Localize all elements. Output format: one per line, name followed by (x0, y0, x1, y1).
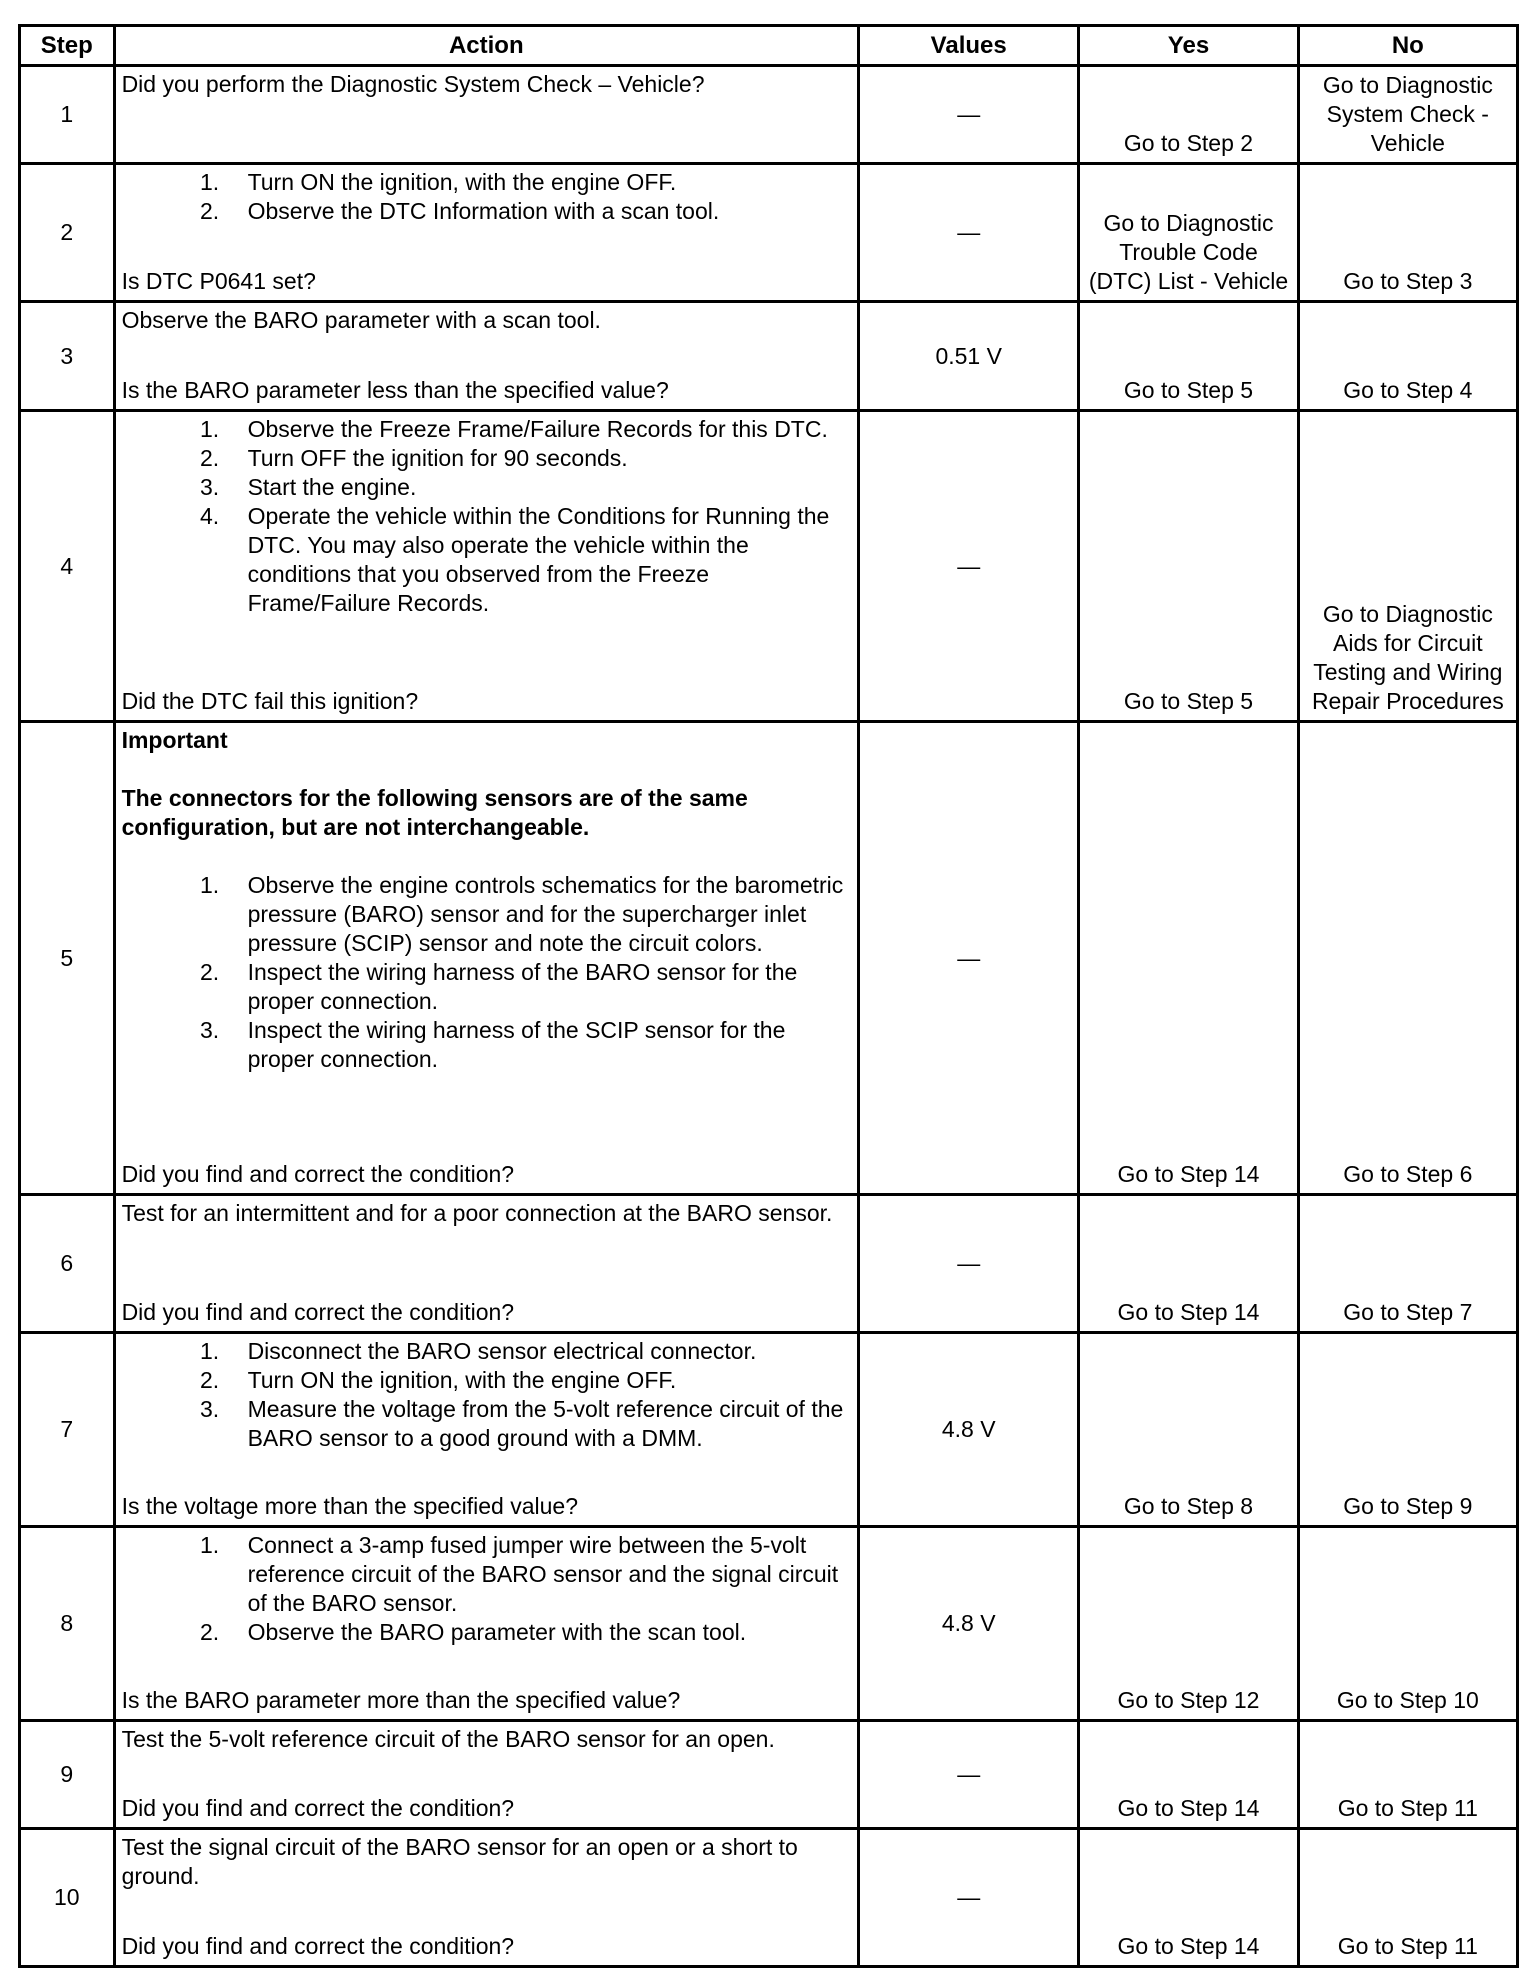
action-question: Is the BARO parameter less than the specified value? (121, 377, 669, 403)
table-row (20, 722, 1518, 1195)
header-values: Values (859, 26, 1079, 66)
list-item: 2. Turn ON the ignition, with the engine OFF. (226, 1366, 851, 1395)
action-cell (114, 722, 858, 1195)
list-item: 1. Connect a 3-amp fused jumper wire between the 5-volt reference circuit of the BARO sensor and the signal circuit of the BARO sensor. (226, 1531, 851, 1618)
no-cell: Go to Diagnostic System Check - Vehicle (1298, 66, 1517, 164)
value-cell: 4.8 V (859, 1527, 1079, 1721)
step-number: 5 (20, 722, 115, 1195)
yes-cell: Go to Step 14 (1079, 1829, 1298, 1967)
action-text: Test the signal circuit of the BARO sensor for an open or a short to ground. (121, 1834, 798, 1889)
value-cell: — (859, 164, 1079, 302)
list-item: 3. Start the engine. (226, 473, 851, 502)
step-number: 4 (20, 411, 115, 722)
diagnostic-table-container (18, 24, 1519, 1968)
no-cell: Go to Step 4 (1298, 302, 1517, 411)
action-text: Observe the BARO parameter with a scan tool. (121, 307, 601, 333)
value-cell: 0.51 V (859, 302, 1079, 411)
action-cell (114, 66, 858, 164)
table-row (20, 1721, 1518, 1829)
step-number: 8 (20, 1527, 115, 1721)
action-text: Did you perform the Diagnostic System Check – Vehicle? (121, 71, 705, 97)
list-item: 2. Observe the DTC Information with a scan tool. (226, 197, 851, 226)
list-item: 1. Disconnect the BARO sensor electrical connector. (226, 1337, 851, 1366)
value-cell: — (859, 66, 1079, 164)
action-list (122, 871, 851, 1074)
no-cell: Go to Diagnostic Aids for Circuit Testing and Wiring Repair Procedures (1298, 411, 1517, 722)
step-number: 7 (20, 1333, 115, 1527)
value-cell: — (859, 1829, 1079, 1967)
action-question: Is DTC P0641 set? (121, 268, 316, 294)
action-question: Did you find and correct the condition? (121, 1299, 515, 1325)
action-cell (114, 1721, 858, 1829)
list-item: 3. Inspect the wiring harness of the SCIP sensor for the proper connection. (226, 1016, 851, 1074)
no-cell: Go to Step 9 (1298, 1333, 1517, 1527)
value-cell: — (859, 722, 1079, 1195)
action-cell (114, 1333, 858, 1527)
action-question: Did you find and correct the condition? (121, 1795, 515, 1821)
list-item: 1. Observe the Freeze Frame/Failure Records for this DTC. (226, 415, 851, 444)
no-cell: Go to Step 11 (1298, 1721, 1517, 1829)
no-cell: Go to Step 3 (1298, 164, 1517, 302)
action-cell (114, 1195, 858, 1333)
yes-cell: Go to Step 5 (1079, 302, 1298, 411)
no-cell: Go to Step 6 (1298, 722, 1517, 1195)
no-cell: Go to Step 10 (1298, 1527, 1517, 1721)
action-cell (114, 164, 858, 302)
list-item: 3. Measure the voltage from the 5-volt reference circuit of the BARO sensor to a good ground with a DMM. (226, 1395, 851, 1453)
list-item: 2. Turn OFF the ignition for 90 seconds. (226, 444, 851, 473)
list-item: 1. Observe the engine controls schematics for the barometric pressure (BARO) sensor and for the supercharger inlet pressure (SCIP) sensor and note the circuit colors. (226, 871, 851, 958)
important-note: The connectors for the following sensors are of the same configuration, but are not interchangeable. (121, 785, 748, 840)
yes-cell: Go to Diagnostic Trouble Code (DTC) List - Vehicle (1079, 164, 1298, 302)
action-question: Did you find and correct the condition? (121, 1933, 515, 1959)
step-number: 6 (20, 1195, 115, 1333)
table-row (20, 164, 1518, 302)
yes-cell: Go to Step 14 (1079, 1721, 1298, 1829)
no-cell: Go to Step 11 (1298, 1829, 1517, 1967)
action-list (122, 168, 851, 226)
list-item: 2. Inspect the wiring harness of the BARO sensor for the proper connection. (226, 958, 851, 1016)
value-cell: — (859, 1195, 1079, 1333)
action-list (122, 1531, 851, 1647)
header-step: Step (20, 26, 115, 66)
table-row (20, 1527, 1518, 1721)
yes-cell: Go to Step 14 (1079, 1195, 1298, 1333)
yes-cell: Go to Step 14 (1079, 722, 1298, 1195)
step-number: 2 (20, 164, 115, 302)
step-number: 10 (20, 1829, 115, 1967)
action-list (122, 1337, 851, 1453)
step-number: 9 (20, 1721, 115, 1829)
step-number: 1 (20, 66, 115, 164)
header-row (20, 26, 1518, 66)
header-no: No (1298, 26, 1517, 66)
value-cell: — (859, 1721, 1079, 1829)
important-label: Important (121, 727, 228, 753)
table-row (20, 411, 1518, 722)
action-question: Is the voltage more than the specified value? (121, 1493, 579, 1519)
value-cell: — (859, 411, 1079, 722)
yes-cell: Go to Step 2 (1079, 66, 1298, 164)
action-cell (114, 302, 858, 411)
table-row (20, 1829, 1518, 1967)
table-row (20, 66, 1518, 164)
action-text: Test for an intermittent and for a poor connection at the BARO sensor. (121, 1200, 833, 1226)
yes-cell: Go to Step 8 (1079, 1333, 1298, 1527)
action-question: Did you find and correct the condition? (121, 1161, 515, 1187)
action-cell (114, 411, 858, 722)
value-cell: 4.8 V (859, 1333, 1079, 1527)
diagnostic-table (18, 24, 1519, 1968)
list-item: 2. Observe the BARO parameter with the scan tool. (226, 1618, 851, 1647)
header-action: Action (114, 26, 858, 66)
table-row (20, 1333, 1518, 1527)
list-item: 4. Operate the vehicle within the Conditions for Running the DTC. You may also operate the vehicle within the conditions that you observed from the Freeze Frame/Failure Records. (226, 502, 851, 618)
table-row (20, 302, 1518, 411)
table-row (20, 1195, 1518, 1333)
action-list (122, 415, 851, 618)
no-cell: Go to Step 7 (1298, 1195, 1517, 1333)
action-cell (114, 1829, 858, 1967)
action-cell (114, 1527, 858, 1721)
action-question: Is the BARO parameter more than the specified value? (121, 1687, 681, 1713)
list-item: 1. Turn ON the ignition, with the engine OFF. (226, 168, 851, 197)
step-number: 3 (20, 302, 115, 411)
yes-cell: Go to Step 12 (1079, 1527, 1298, 1721)
header-yes: Yes (1079, 26, 1298, 66)
action-text: Test the 5-volt reference circuit of the BARO sensor for an open. (121, 1726, 775, 1752)
action-question: Did the DTC fail this ignition? (121, 688, 419, 714)
yes-cell: Go to Step 5 (1079, 411, 1298, 722)
